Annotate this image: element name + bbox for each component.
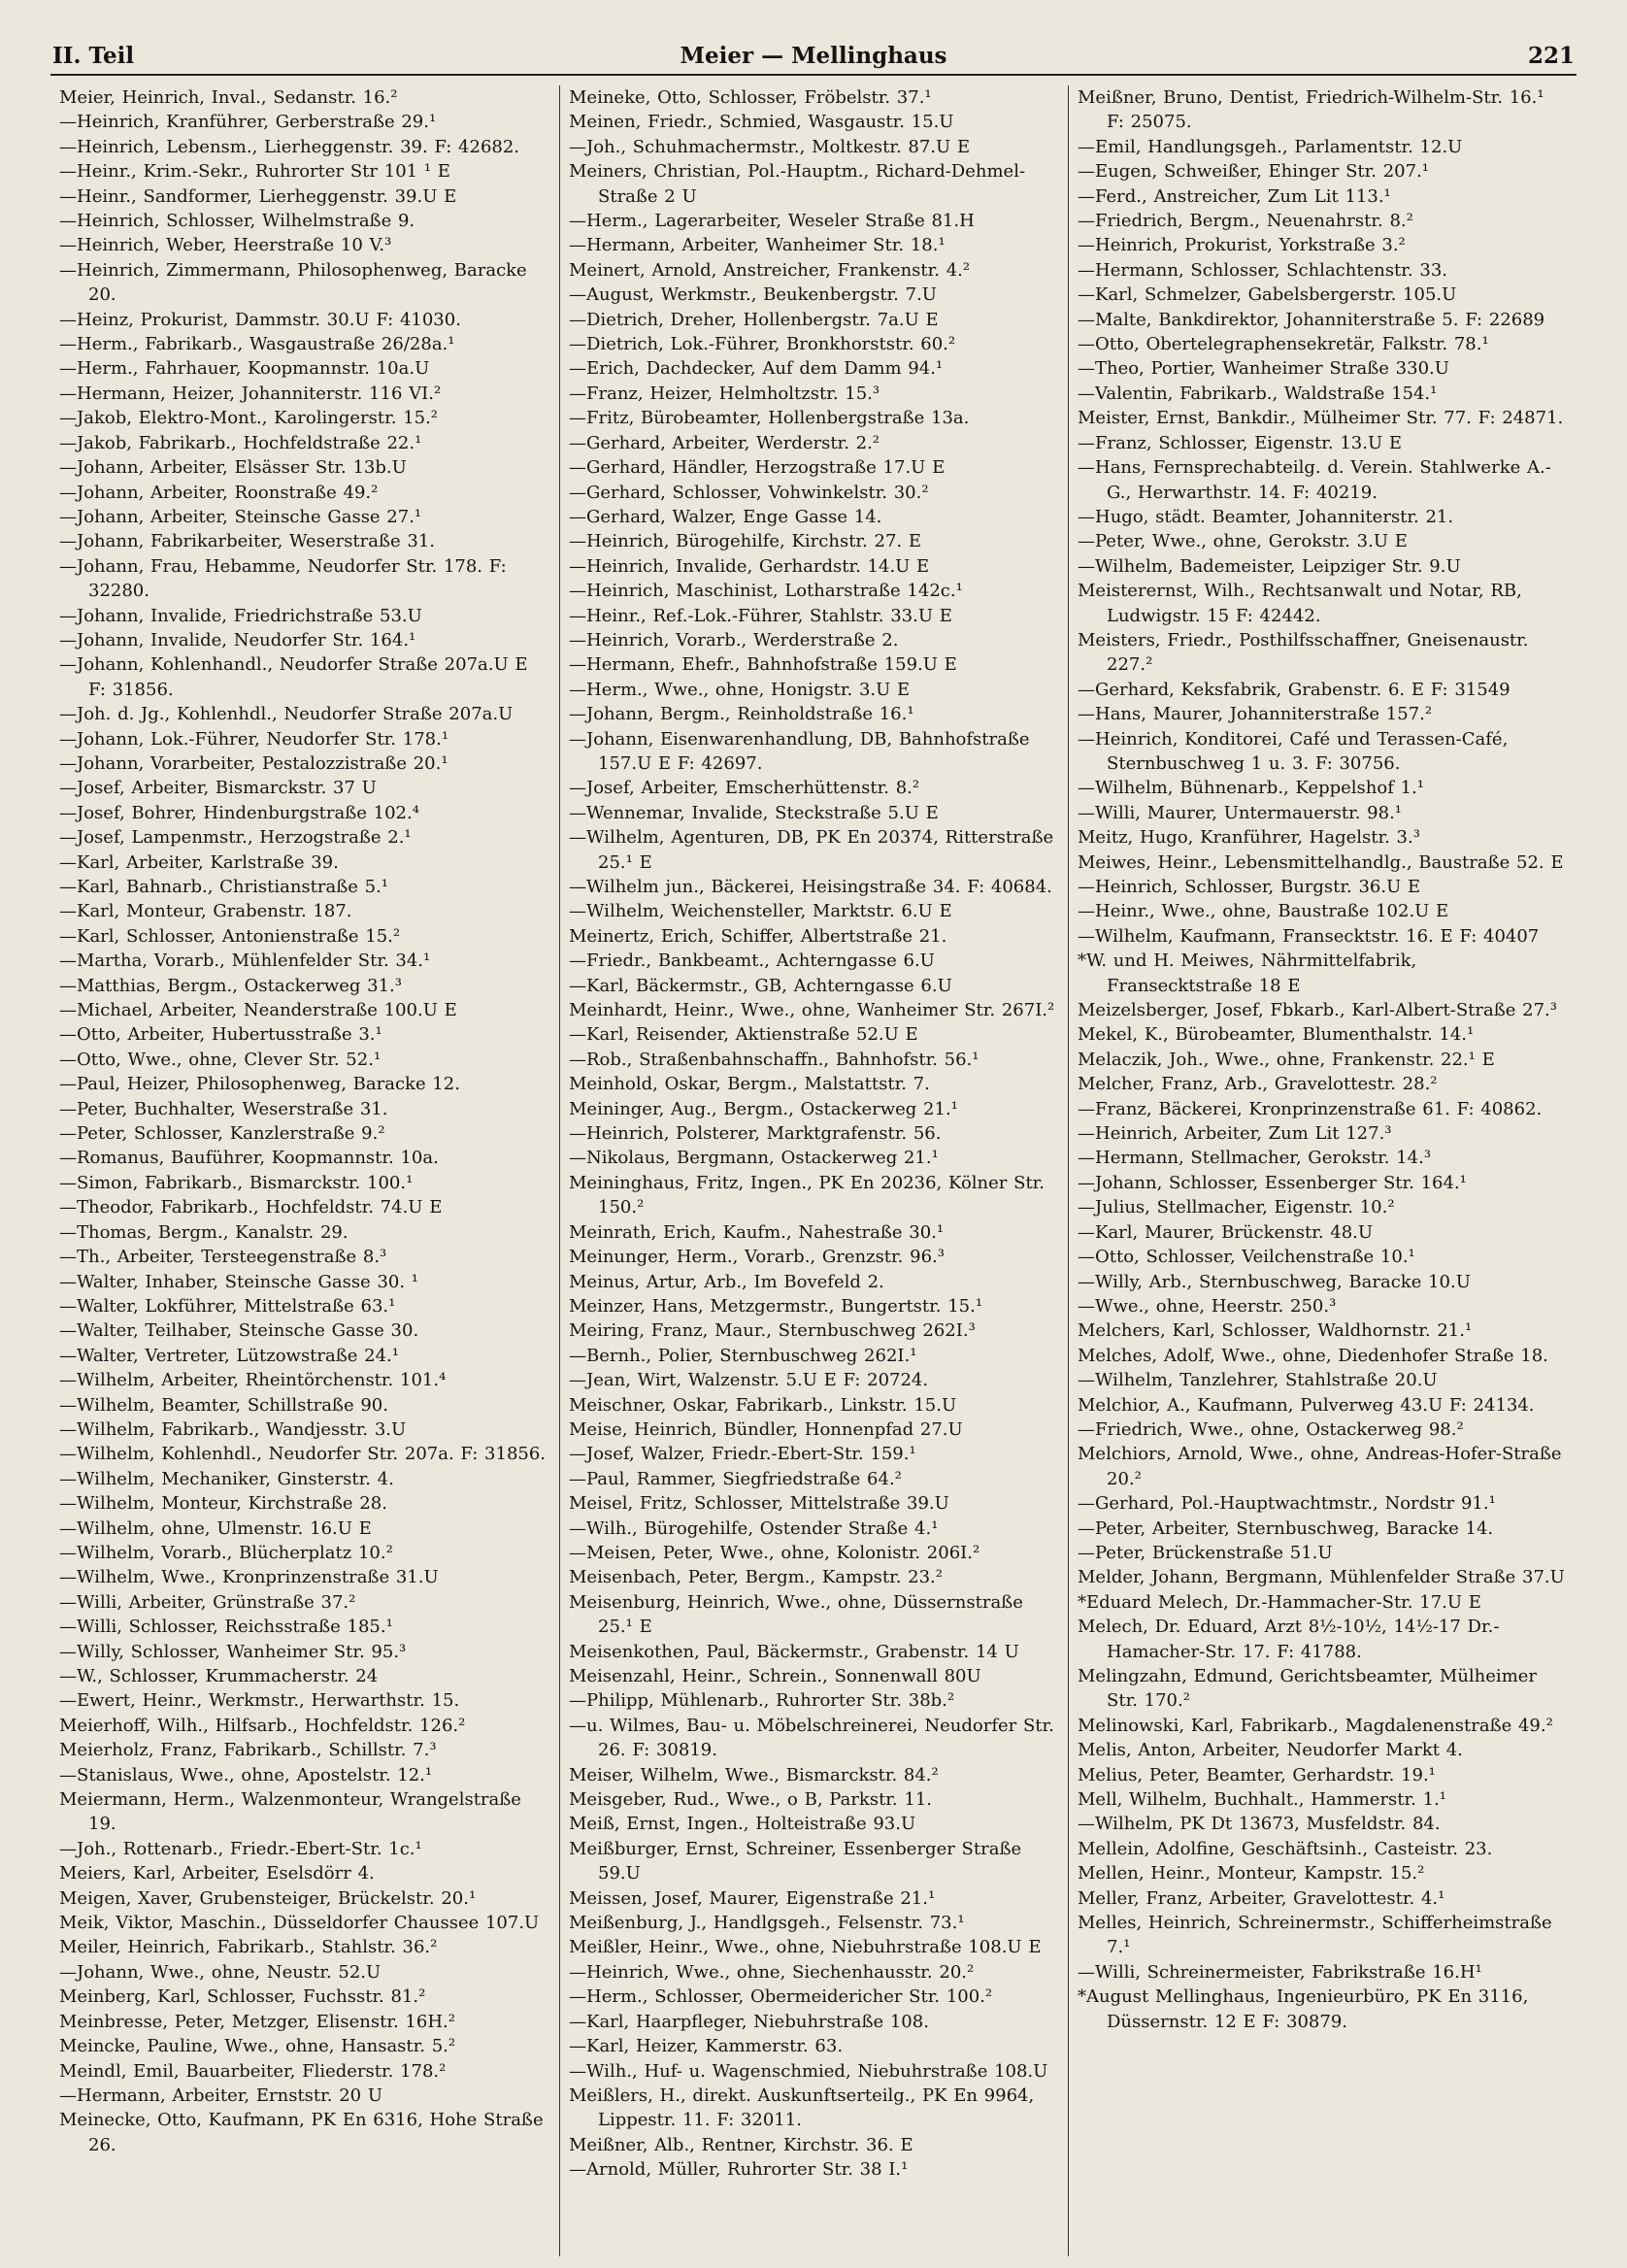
directory-entry: Meisel, Fritz, Schlosser, Mittelstraße 39.U <box>569 1493 949 1515</box>
directory-entry: —Valentin, Fabrikarb., Waldstraße 154.¹ <box>1078 383 1438 404</box>
directory-entry: Meier, Heinrich, Inval., Sedanstr. 16.² <box>59 87 398 108</box>
directory-entry: —Karl, Arbeiter, Karlstraße 39. <box>59 851 339 873</box>
directory-entry: Meinus, Artur, Arb., Im Bovefeld 2. <box>569 1271 884 1292</box>
directory-entry: —Herm., Schlosser, Obermeidericher Str. 100.² <box>569 1986 993 2008</box>
directory-entry: Meißenburg, J., Handlgsgeh., Felsenstr. 73.¹ <box>569 1913 965 1934</box>
directory-entry: —Otto, Arbeiter, Hubertusstraße 3.¹ <box>59 1024 382 1046</box>
directory-entry: —Willy, Arb., Sternbuschweg, Baracke 10.U <box>1078 1271 1471 1292</box>
directory-entry: —Emil, Handlungsgeh., Parlamentstr. 12.U <box>1078 136 1463 157</box>
directory-entry: —Wilhelm, Kaufmann, Fransecktstr. 16. E F: 40407 <box>1078 925 1540 947</box>
directory-entry: —u. Wilmes, Bau- u. Möbelschreinerei, Neudorfer Str. 26. F: 30819. <box>569 1715 1054 1761</box>
directory-entry: —Josef, Walzer, Friedr.-Ebert-Str. 159.¹ <box>569 1444 916 1465</box>
directory-entry: —Wilhelm, ohne, Ulmenstr. 16.U E <box>59 1518 372 1539</box>
directory-entry: —Romanus, Bauführer, Koopmannstr. 10a. <box>59 1148 439 1169</box>
directory-entry: —Josef, Bohrer, Hindenburgstraße 102.⁴ <box>59 802 419 823</box>
directory-entry: Melder, Johann, Bergmann, Mühlenfelder Straße 37.U <box>1078 1567 1565 1588</box>
directory-entry: —Dietrich, Lok.-Führer, Bronkhorststr. 60.² <box>569 334 956 355</box>
directory-entry: —Wilhelm, Tanzlehrer, Stahlstraße 20.U <box>1078 1370 1438 1391</box>
directory-entry: —Friedrich, Wwe., ohne, Ostackerweg 98.² <box>1078 1418 1464 1440</box>
column-3 <box>1068 85 1577 2256</box>
page-header <box>52 43 1575 78</box>
directory-entry: Meitz, Hugo, Kranführer, Hagelstr. 3.³ <box>1078 827 1420 849</box>
directory-entry: —Heinz, Prokurist, Dammstr. 30.U F: 41030. <box>59 309 461 330</box>
directory-entry: Meik, Viktor, Maschin., Düsseldorfer Chaussee 107.U <box>59 1913 540 1934</box>
directory-entry: Meinen, Friedr., Schmied, Wasgaustr. 15.U <box>569 112 954 133</box>
directory-entry: —Erich, Dachdecker, Auf dem Damm 94.¹ <box>569 358 944 380</box>
directory-entry: —Ferd., Anstreicher, Zum Lit 113.¹ <box>1078 185 1391 207</box>
directory-entry: —Gerhard, Walzer, Enge Gasse 14. <box>569 506 882 527</box>
directory-entry: —Karl, Monteur, Grabenstr. 187. <box>59 901 352 922</box>
directory-entry: —Gerhard, Händler, Herzogstraße 17.U E <box>569 457 946 479</box>
directory-entry: —Heinrich, Polsterer, Marktgrafenstr. 56. <box>569 1123 942 1145</box>
directory-entry: —Hermann, Ehefr., Bahnhofstraße 159.U E <box>569 654 957 676</box>
directory-entry: —Matthias, Bergm., Ostackerweg 31.³ <box>59 975 402 996</box>
directory-entry: —Arnold, Müller, Ruhrorter Str. 38 I.¹ <box>569 2159 909 2181</box>
directory-entry: —Willi, Maurer, Untermauerstr. 98.¹ <box>1078 802 1403 823</box>
directory-entry: —Karl, Haarpfleger, Niebuhrstraße 108. <box>569 2011 929 2032</box>
directory-entry: —Gerhard, Pol.-Hauptwachtmstr., Nordstr 91.¹ <box>1078 1493 1496 1515</box>
directory-entry: Meindl, Emil, Bauarbeiter, Fliederstr. 178.² <box>59 2060 447 2082</box>
directory-entry: —Karl, Schmelzer, Gabelsbergerstr. 105.U <box>1078 284 1457 306</box>
directory-entry: —Meisen, Peter, Wwe., ohne, Kolonistr. 206I.² <box>569 1542 980 1563</box>
directory-entry: —Johann, Lok.-Führer, Neudorfer Str. 178.¹ <box>59 728 449 750</box>
directory-entry: —Franz, Heizer, Helmholtzstr. 15.³ <box>569 383 880 404</box>
directory-entry: Meinrath, Erich, Kaufm., Nahestraße 30.¹ <box>569 1221 945 1243</box>
directory-entry: —Johann, Fabrikarbeiter, Weserstraße 31. <box>59 531 436 552</box>
directory-entry: —Wilhelm jun., Bäckerei, Heisingstraße 34. F: 40684. <box>569 877 1052 897</box>
directory-entry: —Hermann, Arbeiter, Ernststr. 20 U <box>59 2085 383 2106</box>
directory-entry: Melchers, Karl, Schlosser, Waldhornstr. 21.¹ <box>1078 1320 1473 1342</box>
directory-entry: —Heinrich, Bürogehilfe, Kirchstr. 27. E <box>569 531 921 552</box>
directory-entry: —Gerhard, Arbeiter, Werderstr. 2.² <box>569 432 880 453</box>
directory-entry: —Willy, Schlosser, Wanheimer Str. 95.³ <box>59 1641 407 1662</box>
directory-entry: Meisenzahl, Heinr., Schrein., Sonnenwall 80U <box>569 1666 981 1686</box>
column-2 <box>559 85 1068 2256</box>
directory-entry: Meiers, Karl, Arbeiter, Eselsdörr 4. <box>59 1863 375 1884</box>
directory-entry: Meiners, Christian, Pol.-Hauptm., Richard-Dehmel-Straße 2 U <box>569 161 1026 207</box>
directory-entry: —Wilhelm, Bademeister, Leipziger Str. 9.U <box>1078 555 1461 577</box>
directory-entry: Mellein, Adolfine, Geschäftsinh., Casteistr. 23. <box>1078 1838 1493 1859</box>
directory-entry: —Hermann, Arbeiter, Wanheimer Str. 18.¹ <box>569 235 946 256</box>
directory-entry: Melius, Peter, Beamter, Gerhardstr. 19.¹ <box>1078 1764 1436 1785</box>
header-rule <box>50 74 1577 76</box>
directory-entry: —Gerhard, Keksfabrik, Grabenstr. 6. E F: 31549 <box>1078 679 1511 700</box>
directory-entry: Meiß, Ernst, Ingen., Holteistraße 93.U <box>569 1814 916 1835</box>
directory-entry: —Heinrich, Maschinist, Lotharstraße 142c.¹ <box>569 581 963 602</box>
directory-entry: Meigen, Xaver, Grubensteiger, Brückelstr. 20.¹ <box>59 1887 477 1909</box>
directory-entry: —Otto, Obertelegraphensekretär, Falkstr. 78.¹ <box>1078 334 1489 355</box>
directory-entry: —Heinrich, Arbeiter, Zum Lit 127.³ <box>1078 1123 1392 1145</box>
directory-entry: —Hermann, Heizer, Johanniterstr. 116 VI.² <box>59 383 442 404</box>
directory-entry: Meinzer, Hans, Metzgermstr., Bungertstr. 15.¹ <box>569 1295 983 1317</box>
directory-entry: —Heinrich, Schlosser, Burgstr. 36.U E <box>1078 877 1421 897</box>
directory-entry: —Ewert, Heinr., Werkmstr., Herwarthstr. 15. <box>59 1690 460 1712</box>
directory-entry: Melles, Heinrich, Schreinermstr., Schifferheimstraße 7.¹ <box>1078 1913 1552 1958</box>
directory-entry: Meißner, Bruno, Dentist, Friedrich-Wilhelm-Str. 16.¹ F: 25075. <box>1078 87 1544 133</box>
directory-entry: Meiser, Wilhelm, Wwe., Bismarckstr. 84.² <box>569 1764 939 1785</box>
directory-entry: —Wilhelm, Arbeiter, Rheintörchenstr. 101.⁴ <box>59 1370 447 1391</box>
directory-entry: —Hans, Fernsprechabteilg. d. Verein. Stahlwerke A.-G., Herwarthstr. 14. F: 40219. <box>1078 457 1551 503</box>
directory-entry: —Th., Arbeiter, Tersteegenstraße 8.³ <box>59 1247 387 1268</box>
directory-entry: *W. und H. Meiwes, Nährmittelfabrik, Fransecktstraße 18 E <box>1078 951 1417 996</box>
directory-entry: Meise, Heinrich, Bündler, Honnenpfad 27.U <box>569 1418 963 1440</box>
directory-entry: Meißburger, Ernst, Schreiner, Essenberger Straße 59.U <box>569 1838 1022 1884</box>
directory-entry: —Peter, Wwe., ohne, Gerokstr. 3.U E <box>1078 531 1408 552</box>
directory-entry: —Karl, Bäckermstr., GB, Achterngasse 6.U <box>569 975 952 996</box>
directory-entry: Melinowski, Karl, Fabrikarb., Magdalenenstraße 49.² <box>1078 1715 1553 1736</box>
directory-entry: Meierholz, Franz, Fabrikarb., Schillstr. 7.³ <box>59 1740 437 1761</box>
directory-entry: —Paul, Rammer, Siegfriedstraße 64.² <box>569 1468 902 1489</box>
directory-entry: —Karl, Maurer, Brückenstr. 48.U <box>1078 1221 1374 1243</box>
directory-entry: —Martha, Vorarb., Mühlenfelder Str. 34.¹ <box>59 951 431 972</box>
directory-entry: —Johann, Wwe., ohne, Neustr. 52.U <box>59 1961 382 1983</box>
directory-entry: Meischner, Oskar, Fabrikarb., Linkstr. 15.U <box>569 1394 957 1416</box>
directory-entry: —Wilh., Bürogehilfe, Ostender Straße 4.¹ <box>569 1518 939 1539</box>
directory-entry: Melches, Adolf, Wwe., ohne, Diedenhofer Straße 18. <box>1078 1345 1548 1366</box>
directory-entry: Meinunger, Herm., Vorarb., Grenzstr. 96.³ <box>569 1247 945 1268</box>
directory-entry: Meinhardt, Heinr., Wwe., ohne, Wanheimer Str. 267I.² <box>569 1000 1055 1021</box>
directory-entry: —Herm., Lagerarbeiter, Weseler Straße 81.H <box>569 211 975 232</box>
directory-entry: —Wilhelm, Agenturen, DB, PK En 20374, Ritterstraße 25.¹ E <box>569 827 1054 873</box>
directory-entry: —Heinr., Sandformer, Lierheggenstr. 39.U E <box>59 185 457 207</box>
directory-entry: —Johann, Eisenwarenhandlung, DB, Bahnhofstraße 157.U E F: 42697. <box>569 728 1030 774</box>
directory-entry: Melcher, Franz, Arb., Gravelottestr. 28.² <box>1078 1074 1438 1095</box>
directory-entry: —Friedr., Bankbeamt., Achterngasse 6.U <box>569 951 935 972</box>
directory-entry: —Heinrich, Invalide, Gerhardstr. 14.U E <box>569 555 930 577</box>
directory-entry: —Karl, Bahnarb., Christianstraße 5.¹ <box>59 877 389 897</box>
directory-entry: —Bernh., Polier, Sternbuschweg 262I.¹ <box>569 1345 917 1366</box>
directory-entry: —Joh. d. Jg., Kohlenhdl., Neudorfer Straße 207a.U <box>59 704 514 725</box>
directory-entry: —Paul, Heizer, Philosophenweg, Baracke 12. <box>59 1074 460 1095</box>
directory-entry: —Heinrich, Wwe., ohne, Siechenhausstr. 20.² <box>569 1961 975 1983</box>
directory-entry: —Peter, Schlosser, Kanzlerstraße 9.² <box>59 1123 385 1145</box>
directory-entry: Meisterernst, Wilh., Rechtsanwalt und Notar, RB, Ludwigstr. 15 F: 42442. <box>1078 581 1522 626</box>
directory-entry: Meininghaus, Fritz, Ingen., PK En 20236, Kölner Str. 150.² <box>569 1172 1046 1218</box>
directory-entry: —Theo, Portier, Wanheimer Straße 330.U <box>1078 358 1449 380</box>
directory-entry: —Johann, Invalide, Neudorfer Str. 164.¹ <box>59 629 416 650</box>
directory-entry: —Herm., Fabrikarb., Wasgaustraße 26/28a.¹ <box>59 334 455 355</box>
directory-entry: Meller, Franz, Arbeiter, Gravelottestr. 4.¹ <box>1078 1887 1445 1909</box>
directory-entry: Mell, Wilhelm, Buchhalt., Hammerstr. 1.¹ <box>1078 1789 1446 1811</box>
directory-entry: —Wilhelm, Fabrikarb., Wandjesstr. 3.U <box>59 1418 407 1440</box>
directory-entry: —Wilhelm, Monteur, Kirchstraße 28. <box>59 1493 387 1515</box>
directory-entry: —Johann, Arbeiter, Steinsche Gasse 27.¹ <box>59 506 422 527</box>
directory-entry: —Hans, Maurer, Johanniterstraße 157.² <box>1078 704 1433 725</box>
directory-entry: —Stanislaus, Wwe., ohne, Apostelstr. 12.¹ <box>59 1764 433 1785</box>
directory-entry: —Wilhelm, PK Dt 13673, Musfeldstr. 84. <box>1078 1814 1441 1835</box>
directory-entry: —Heinrich, Vorarb., Werderstraße 2. <box>569 629 899 650</box>
directory-entry: *Eduard Melech, Dr.-Hammacher-Str. 17.U E <box>1078 1591 1481 1613</box>
directory-entry: —Joh., Schuhmachermstr., Moltkestr. 87.U E <box>569 136 971 157</box>
directory-entry: —Wennemar, Invalide, Steckstraße 5.U E <box>569 802 939 823</box>
directory-entry: —Hermann, Schlosser, Schlachtenstr. 33. <box>1078 259 1447 281</box>
directory-entry: —Johann, Vorarbeiter, Pestalozzistraße 20.¹ <box>59 752 448 774</box>
directory-entry: Meister, Ernst, Bankdir., Mülheimer Str. 77. F: 24871. <box>1078 408 1564 429</box>
directory-entry: —Wilhelm, Wwe., Kronprinzenstraße 31.U <box>59 1567 439 1588</box>
directory-entry: —Walter, Teilhaber, Steinsche Gasse 30. <box>59 1320 419 1342</box>
directory-entry: Meinertz, Erich, Schiffer, Albertstraße 21. <box>569 925 947 947</box>
directory-entry: Meisenburg, Heinrich, Wwe., ohne, Düssernstraße 25.¹ E <box>569 1591 1023 1638</box>
directory-entry: —Julius, Stellmacher, Eigenstr. 10.² <box>1078 1197 1395 1218</box>
directory-entry: —August, Werkmstr., Beukenbergstr. 7.U <box>569 284 937 306</box>
directory-entry: —Friedrich, Bergm., Neuenahrstr. 8.² <box>1078 211 1413 232</box>
directory-entry: —Malte, Bankdirektor, Johanniterstraße 5. F: 22689 <box>1078 309 1545 330</box>
directory-entry: Mellen, Heinr., Monteur, Kampstr. 15.² <box>1078 1863 1425 1884</box>
directory-entry: —Eugen, Schweißer, Ehinger Str. 207.¹ <box>1078 161 1430 183</box>
directory-entry: —Wilhelm, Vorarb., Blücherplatz 10.² <box>59 1542 393 1563</box>
directory-entry: —Herm., Fahrhauer, Koopmannstr. 10a.U <box>59 358 430 380</box>
directory-entry: —W., Schlosser, Krummacherstr. 24 <box>59 1666 379 1686</box>
directory-entry: —Thomas, Bergm., Kanalstr. 29. <box>59 1221 349 1243</box>
directory-entry: —Peter, Arbeiter, Sternbuschweg, Baracke 14. <box>1078 1518 1494 1539</box>
directory-entry: Meiler, Heinrich, Fabrikarb., Stahlstr. 36.² <box>59 1937 438 1958</box>
directory-entry: —Philipp, Mühlenarb., Ruhrorter Str. 38b.² <box>569 1690 955 1712</box>
directory-entry: —Theodor, Fabrikarb., Hochfeldstr. 74.U E <box>59 1197 443 1218</box>
directory-entry: —Jakob, Fabrikarb., Hochfeldstraße 22.¹ <box>59 432 422 453</box>
directory-entry: —Jakob, Elektro-Mont., Karolingerstr. 15.² <box>59 408 439 429</box>
directory-entry: —Johann, Invalide, Friedrichstraße 53.U <box>59 605 422 626</box>
directory-entry: —Willi, Schreinermeister, Fabrikstraße 16.H¹ <box>1078 1961 1482 1983</box>
directory-entry: —Josef, Arbeiter, Emscherhüttenstr. 8.² <box>569 778 920 799</box>
directory-entry: Melis, Anton, Arbeiter, Neudorfer Markt 4. <box>1078 1740 1463 1761</box>
name-range-title: Meier — Mellinghaus <box>680 43 947 69</box>
directory-columns <box>50 85 1577 2256</box>
directory-entry: Meisenkothen, Paul, Bäckermstr., Grabenstr. 14 U <box>569 1641 1019 1662</box>
directory-entry: Meinhold, Oskar, Bergm., Malstattstr. 7. <box>569 1074 930 1095</box>
directory-entry: —Peter, Brückenstraße 51.U <box>1078 1542 1333 1563</box>
directory-entry: —Wilhelm, Beamter, Schillstraße 90. <box>59 1394 388 1416</box>
directory-entry: Meinert, Arnold, Anstreicher, Frankenstr. 4.² <box>569 259 971 281</box>
directory-entry: —Karl, Reisender, Aktienstraße 52.U E <box>569 1024 918 1046</box>
directory-entry: —Johann, Frau, Hebamme, Neudorfer Str. 178. F: 32280. <box>59 555 507 602</box>
directory-entry: —Heinrich, Lebensm., Lierheggenstr. 39. F: 42682. <box>59 136 520 157</box>
directory-entry: Mekel, K., Bürobeamter, Blumenthalstr. 14.¹ <box>1078 1024 1475 1046</box>
directory-entry: —Herm., Wwe., ohne, Honigstr. 3.U E <box>569 679 911 700</box>
directory-entry: —Johann, Arbeiter, Elsässer Str. 13b.U <box>59 457 407 479</box>
directory-entry: —Heinrich, Prokurist, Yorkstraße 3.² <box>1078 235 1406 256</box>
directory-entry: —Wilhelm, Bühnenarb., Keppelshof 1.¹ <box>1078 778 1424 799</box>
directory-entry: Meißler, Heinr., Wwe., ohne, Niebuhrstraße 108.U E <box>569 1937 1042 1958</box>
directory-entry: —Karl, Heizer, Kammerstr. 63. <box>569 2036 844 2057</box>
directory-entry: —Otto, Wwe., ohne, Clever Str. 52.¹ <box>59 1049 382 1070</box>
directory-entry: —Johann, Bergm., Reinholdstraße 16.¹ <box>569 704 914 725</box>
directory-entry: —Wilhelm, Kohlenhdl., Neudorfer Str. 207a. F: 31856. <box>59 1444 547 1465</box>
directory-entry: —Willi, Arbeiter, Grünstraße 37.² <box>59 1591 356 1613</box>
directory-entry: —Michael, Arbeiter, Neanderstraße 100.U E <box>59 1000 457 1021</box>
directory-entry: Meisgeber, Rud., Wwe., o B, Parkstr. 11. <box>569 1789 932 1811</box>
directory-entry: —Wilhelm, Weichensteller, Marktstr. 6.U E <box>569 901 952 922</box>
directory-entry: —Josef, Arbeiter, Bismarckstr. 37 U <box>59 778 377 799</box>
directory-entry: —Karl, Schlosser, Antonienstraße 15.² <box>59 925 401 947</box>
directory-entry: —Fritz, Bürobeamter, Hollenbergstraße 13a. <box>569 408 970 429</box>
directory-entry: —Johann, Kohlenhandl., Neudorfer Straße 207a.U E F: 31856. <box>59 654 528 700</box>
directory-entry: —Wwe., ohne, Heerstr. 250.³ <box>1078 1295 1337 1317</box>
directory-entry: —Heinrich, Schlosser, Wilhelmstraße 9. <box>59 211 415 232</box>
directory-entry: Meinecke, Otto, Kaufmann, PK En 6316, Hohe Straße 26. <box>59 2110 544 2155</box>
directory-entry: —Johann, Arbeiter, Roonstraße 49.² <box>59 482 379 503</box>
directory-entry: Melchior, A., Kaufmann, Pulverweg 43.U F: 24134. <box>1078 1394 1535 1416</box>
directory-entry: —Gerhard, Schlosser, Vohwinkelstr. 30.² <box>569 482 929 503</box>
directory-entry: —Wilh., Huf- u. Wagenschmied, Niebuhrstraße 108.U <box>569 2060 1048 2082</box>
directory-entry: Meisenbach, Peter, Bergm., Kampstr. 23.² <box>569 1567 943 1588</box>
directory-entry: Meincke, Pauline, Wwe., ohne, Hansastr. 5.² <box>59 2036 456 2057</box>
directory-entry: Meiring, Franz, Maur., Sternbuschweg 262I.³ <box>569 1320 976 1342</box>
directory-entry: —Jean, Wirt, Walzenstr. 5.U E F: 20724. <box>569 1370 929 1391</box>
directory-entry: Melech, Dr. Eduard, Arzt 8½-10½, 14½-17 Dr.-Hamacher-Str. 17. F: 41788. <box>1078 1617 1500 1662</box>
directory-entry: Meiwes, Heinr., Lebensmittelhandlg., Baustraße 52. E <box>1078 851 1564 873</box>
directory-entry: Meinberg, Karl, Schlosser, Fuchsstr. 81.² <box>59 1986 426 2008</box>
directory-entry: —Peter, Buchhalter, Weserstraße 31. <box>59 1098 388 1119</box>
directory-entry: —Heinrich, Kranführer, Gerberstraße 29.¹ <box>59 112 437 133</box>
directory-entry: —Wilhelm, Mechaniker, Ginsterstr. 4. <box>59 1468 394 1489</box>
directory-entry: Meisters, Friedr., Posthilfsschaffner, Gneisenaustr. 227.² <box>1078 629 1529 676</box>
directory-entry: —Walter, Vertreter, Lützowstraße 24.¹ <box>59 1345 399 1366</box>
directory-entry: —Franz, Bäckerei, Kronprinzenstraße 61. F: 40862. <box>1078 1098 1543 1119</box>
directory-entry: Meiermann, Herm., Walzenmonteur, Wrangelstraße 19. <box>59 1789 521 1835</box>
directory-entry: Meininger, Aug., Bergm., Ostackerweg 21.¹ <box>569 1098 958 1119</box>
directory-entry: —Joh., Rottenarb., Friedr.-Ebert-Str. 1c.¹ <box>59 1838 422 1859</box>
directory-entry: —Heinr., Ref.-Lok.-Führer, Stahlstr. 33.U E <box>569 605 952 626</box>
directory-entry: —Willi, Schlosser, Reichsstraße 185.¹ <box>59 1617 393 1638</box>
directory-entry: —Dietrich, Dreher, Hollenbergstr. 7a.U E <box>569 309 939 330</box>
directory-entry: —Franz, Schlosser, Eigenstr. 13.U E <box>1078 432 1403 453</box>
directory-entry: Melchiors, Arnold, Wwe., ohne, Andreas-Hofer-Straße 20.² <box>1078 1444 1562 1489</box>
directory-entry: —Heinrich, Weber, Heerstraße 10 V.³ <box>59 235 392 256</box>
directory-entry: Meizelsberger, Josef, Fbkarb., Karl-Albert-Straße 27.³ <box>1078 1000 1557 1021</box>
directory-entry: —Johann, Schlosser, Essenberger Str. 164.¹ <box>1078 1172 1467 1193</box>
directory-entry: Melaczik, Joh., Wwe., ohne, Frankenstr. 22.¹ E <box>1078 1049 1495 1070</box>
directory-entry: Meierhoff, Wilh., Hilfsarb., Hochfeldstr. 126.² <box>59 1715 466 1736</box>
directory-entry: —Rob., Straßenbahnschaffn., Bahnhofstr. 56.¹ <box>569 1049 980 1070</box>
directory-entry: —Hugo, städt. Beamter, Johanniterstr. 21. <box>1078 506 1454 527</box>
directory-entry: —Simon, Fabrikarb., Bismarckstr. 100.¹ <box>59 1172 414 1193</box>
directory-entry: —Heinr., Krim.-Sekr., Ruhrorter Str 101 ¹ E <box>59 161 450 183</box>
directory-entry: Meißlers, H., direkt. Auskunftserteilg., PK En 9964, Lippestr. 11. F: 32011. <box>569 2085 1035 2131</box>
directory-entry: —Josef, Lampenmstr., Herzogstraße 2.¹ <box>59 827 412 849</box>
directory-entry: —Walter, Lokführer, Mittelstraße 63.¹ <box>59 1295 396 1317</box>
section-label: II. Teil <box>52 43 135 69</box>
directory-entry: —Otto, Schlosser, Veilchenstraße 10.¹ <box>1078 1247 1415 1268</box>
directory-entry: —Nikolaus, Bergmann, Ostackerweg 21.¹ <box>569 1148 939 1169</box>
directory-entry: Meissen, Josef, Maurer, Eigenstraße 21.¹ <box>569 1887 936 1909</box>
directory-entry: —Hermann, Stellmacher, Gerokstr. 14.³ <box>1078 1148 1432 1169</box>
page-number: 221 <box>1527 43 1575 69</box>
directory-entry: Meißner, Alb., Rentner, Kirchstr. 36. E <box>569 2134 913 2155</box>
directory-entry: —Heinrich, Zimmermann, Philosophenweg, Baracke 20. <box>59 259 527 306</box>
directory-entry: —Heinrich, Konditorei, Café und Terassen-Café, Sternbuschweg 1 u. 3. F: 30756. <box>1078 728 1509 774</box>
column-1 <box>50 85 559 2256</box>
directory-entry: —Heinr., Wwe., ohne, Baustraße 102.U E <box>1078 901 1449 922</box>
directory-entry: Melingzahn, Edmund, Gerichtsbeamter, Mülheimer Str. 170.² <box>1078 1666 1538 1712</box>
directory-entry: Meineke, Otto, Schlosser, Fröbelstr. 37.¹ <box>569 87 932 108</box>
directory-entry: Meinbresse, Peter, Metzger, Elisenstr. 16H.² <box>59 2011 455 2032</box>
directory-entry: —Walter, Inhaber, Steinsche Gasse 30. ¹ <box>59 1271 419 1292</box>
directory-entry: *August Mellinghaus, Ingenieurbüro, PK En 3116, Düssernstr. 12 E F: 30879. <box>1078 1986 1529 2032</box>
